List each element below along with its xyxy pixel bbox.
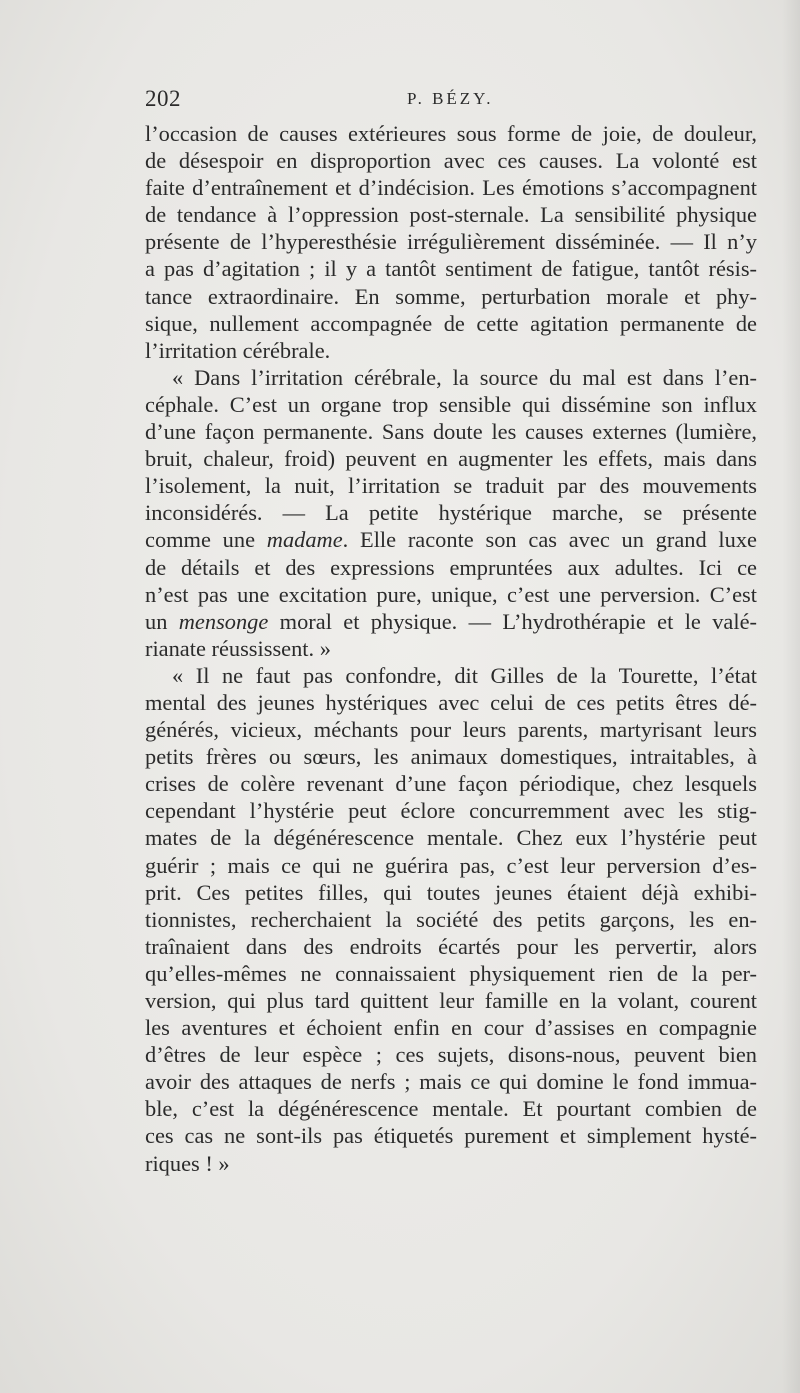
text-line: céphale. C’est un organe trop sensible qui dissémine son influx	[145, 391, 757, 417]
text-line: l’occasion de causes extérieures sous forme de joie, de douleur,	[145, 121, 757, 146]
italic-word: madame	[266, 527, 343, 553]
text-line: d’êtres de leur espèce ; ces sujets, disons-nous, peuvent bien	[145, 1042, 757, 1068]
page-header	[145, 86, 745, 116]
text-line: riques ! »	[145, 1150, 230, 1176]
text-line: sique, nullement accompagnée de cette agitation permanente de	[145, 310, 757, 336]
text-line: avoir des attaques de nerfs ; mais ce qui domine le fond immua-	[145, 1069, 757, 1095]
text-line: cependant l’hystérie peut éclore concurremment avec les stig-	[145, 798, 757, 824]
text-line: d’une façon permanente. Sans doute les causes externes (lumière,	[145, 419, 757, 445]
text-line: n’est pas une excitation pure, unique, c’est une perversion. C’est	[145, 581, 757, 607]
text-line: petits frères ou sœurs, les animaux domestiques, intraitables, à	[145, 744, 757, 770]
text-line: mates de la dégénérescence mentale. Chez eux l’hystérie peut	[145, 825, 757, 851]
text-fragment: comme une	[145, 527, 267, 553]
text-line: version, qui plus tard quittent leur famille en la volant, courent	[145, 988, 757, 1013]
text-line: qu’elles-mêmes ne connaissaient physiquement rien de la per-	[145, 960, 757, 986]
page-edge-shadow	[782, 0, 800, 1393]
text-line: « Dans l’irritation cérébrale, la source du mal est dans l’en-	[172, 364, 757, 390]
text-line: guérir ; mais ce qui ne guérira pas, c’est leur perversion d’es-	[145, 852, 757, 878]
text-line: traînaient dans des endroits écartés pour les pervertir, alors	[145, 933, 757, 959]
text-line: l’isolement, la nuit, l’irritation se traduit par des mouvements	[145, 473, 757, 499]
text-line: prit. Ces petites filles, qui toutes jeunes étaient déjà exhibi-	[145, 879, 757, 905]
text-line	[145, 526, 757, 553]
text-line: de désespoir en disproportion avec ces causes. La volonté est	[145, 148, 757, 174]
text-line: présente de l’hyperesthésie irrégulièrement disséminée. — Il n’y	[145, 229, 757, 255]
text-line: de tendance à l’oppression post-sternale. La sensibilité physique	[145, 202, 757, 228]
text-line	[145, 608, 757, 635]
text-fragment: moral et physique. — L’hydrothérapie et le valé-	[268, 608, 757, 634]
text-line: inconsidérés. — La petite hystérique marche, se présente	[145, 500, 757, 526]
text-fragment: un	[145, 608, 179, 634]
text-line: tionnistes, recherchaient la société des petits garçons, les en-	[145, 906, 757, 932]
text-line: les aventures et échoient enfin en cour d’assises en compagnie	[145, 1015, 757, 1041]
text-line: ble, c’est la dégénérescence mentale. Et pourtant combien de	[145, 1096, 757, 1122]
text-line: de détails et des expressions empruntées aux adultes. Ici ce	[145, 554, 757, 580]
text-line: bruit, chaleur, froid) peuvent en augmenter les effets, mais dans	[145, 446, 757, 472]
text-line: mental des jeunes hystériques avec celui de ces petits êtres dé-	[145, 689, 757, 715]
text-fragment: . Elle raconte son cas avec un grand luxe	[342, 527, 757, 553]
running-head: P. BÉZY.	[407, 89, 494, 108]
italic-word: mensonge	[178, 608, 269, 634]
text-line: générés, vicieux, méchants pour leurs parents, martyrisant leurs	[145, 717, 757, 743]
text-line: « Il ne faut pas confondre, dit Gilles de la Tourette, l’état	[172, 662, 757, 688]
text-line: a pas d’agitation ; il y a tantôt sentiment de fatigue, tantôt résis-	[145, 256, 757, 282]
page-number: 202	[145, 86, 181, 111]
text-line: faite d’entraînement et d’indécision. Les émotions s’accompagnent	[145, 175, 757, 201]
text-line: tance extraordinaire. En somme, perturbation morale et phy-	[145, 283, 757, 309]
text-line: l’irritation cérébrale.	[145, 337, 331, 363]
body-text	[145, 120, 757, 1177]
text-line: rianate réussissent. »	[145, 635, 331, 661]
text-line: crises de colère revenant d’une façon périodique, chez lesquels	[145, 771, 757, 797]
text-line: ces cas ne sont-ils pas étiquetés purement et simplement hysté-	[145, 1123, 757, 1149]
